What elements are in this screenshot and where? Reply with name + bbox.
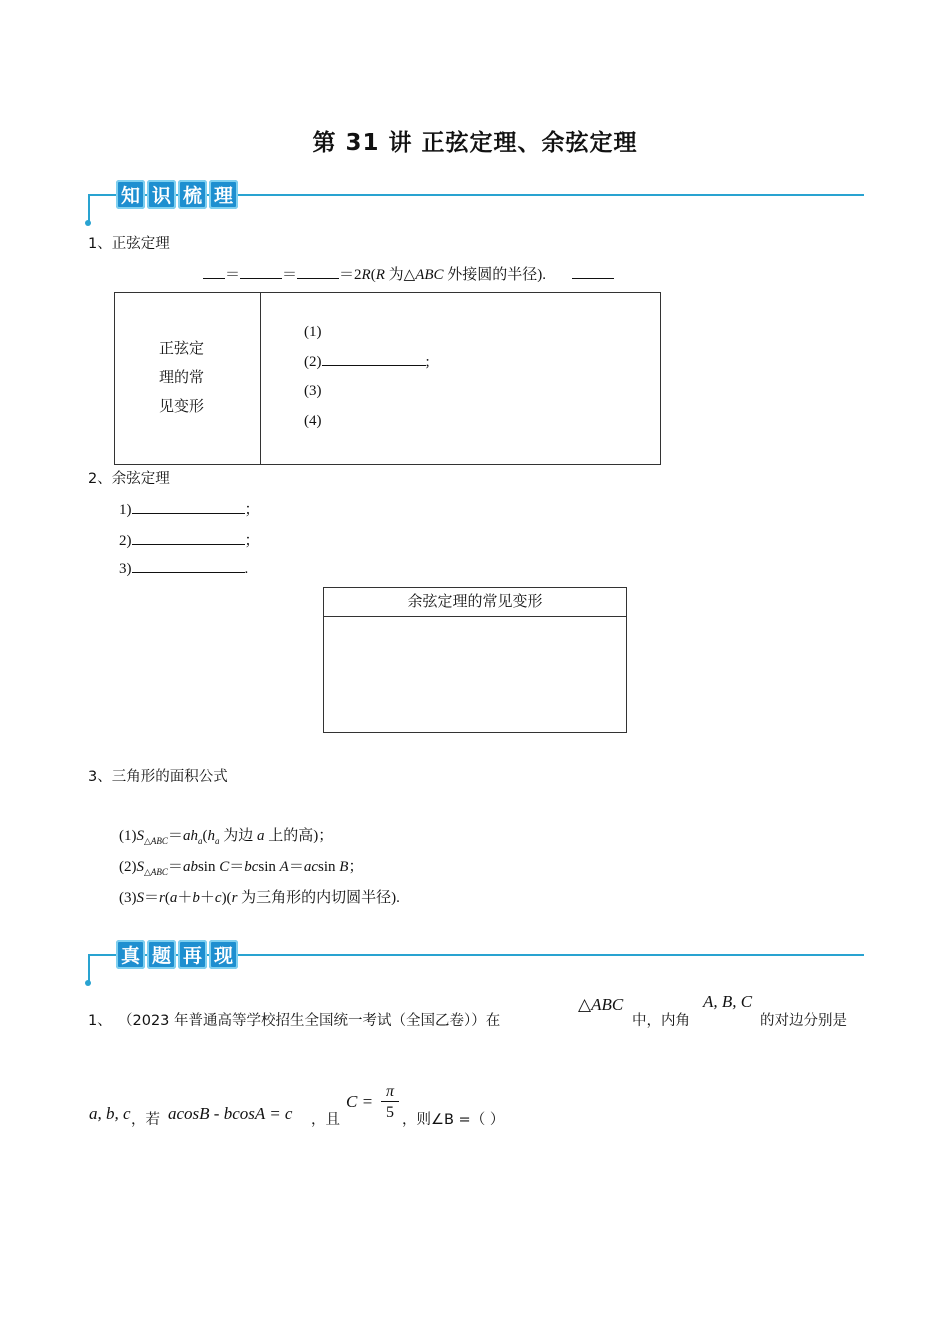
question-angles [703, 992, 752, 1012]
var-ABC: ABC [415, 267, 444, 283]
text: 上的高)； [264, 828, 334, 844]
banner-dot [85, 220, 91, 226]
banner-char: 题 [147, 940, 176, 969]
var-A: A [279, 859, 289, 875]
variant-item: (1) [304, 324, 322, 340]
blank [203, 264, 225, 279]
cosine-item [119, 529, 260, 550]
question-source: （2023 年普通高等学校招生全国统一考试（全国乙卷））在 [118, 1013, 501, 1029]
var-ac: ac [303, 859, 319, 875]
table-header-cell: 余弦定理的常见变形 [324, 588, 627, 617]
table-label-line: 正弦定 [159, 341, 205, 357]
blank [132, 558, 245, 573]
var-angles: A, B, C [703, 992, 753, 1011]
var-r: r [231, 890, 238, 906]
formula-note: 为△ [384, 267, 416, 283]
equals: ＝ [229, 859, 245, 875]
variant-item: (3) [304, 383, 322, 399]
cosine-variants-table [323, 587, 627, 733]
blank [297, 264, 339, 279]
equals-two: ＝2 [339, 267, 362, 283]
cosine-item [119, 498, 260, 519]
table-items-cell [261, 293, 661, 465]
banner-char: 理 [209, 180, 238, 209]
var-R: R [375, 267, 385, 283]
variant-item: (4) [304, 412, 322, 429]
question-C-lhs [346, 1092, 373, 1112]
area-formula-3 [119, 886, 400, 907]
equals: ＝ [282, 267, 298, 283]
equals: ＝ [225, 267, 241, 283]
var-C: C [219, 859, 230, 875]
variant-item [304, 348, 659, 378]
equals: ＝ [288, 859, 304, 875]
fn-sin: sin [318, 859, 340, 875]
cosine-item-label: 3) [119, 561, 132, 577]
sine-law-variants-table [114, 292, 661, 465]
question-sides [89, 1104, 131, 1124]
blank [240, 264, 282, 279]
subscript: a [197, 836, 203, 846]
table-empty-cell [324, 617, 627, 733]
question-tail: 的对边分别是 [760, 1013, 847, 1029]
variant-label: (2) [304, 353, 322, 370]
question-triangle [578, 995, 623, 1015]
blank [132, 499, 245, 514]
suffix: ； [244, 502, 260, 518]
section-banner-knowledge [88, 180, 864, 220]
question-mid: 中，内角 [632, 1013, 690, 1029]
var-triangle: △ABC [578, 995, 624, 1014]
question-number: 1、 [88, 1013, 112, 1029]
subscript: a [214, 836, 220, 846]
banner-char: 真 [116, 940, 145, 969]
equals: ＝ [167, 859, 183, 875]
cosine-law-heading: 2、余弦定理 [88, 471, 170, 487]
var-B: B [339, 859, 349, 875]
var-r: r [159, 890, 165, 906]
subscript: △ABC [144, 867, 168, 877]
paren: ( [202, 828, 208, 844]
equals: ＝ [144, 890, 160, 906]
fn-sin: sin [258, 859, 280, 875]
var-C: C = [346, 1092, 374, 1111]
cosine-item [119, 558, 248, 578]
var-ab: ab [182, 859, 198, 875]
section-banner-exam [88, 940, 864, 980]
var-condition: acosB - bcosA = c [168, 1104, 293, 1123]
plus: ＋ [177, 890, 193, 906]
question-cond-mid: ，且 [311, 1112, 340, 1128]
blank [572, 264, 614, 279]
banner-char: 再 [178, 940, 207, 969]
question-condition [168, 1104, 292, 1124]
var-a: a [169, 890, 178, 906]
sine-law-formula [203, 263, 614, 284]
formula-index: (3) [119, 890, 137, 906]
page-title: 第 31 讲 正弦定理、余弦定理 [312, 130, 638, 156]
var-sides: a, b, c [89, 1104, 131, 1123]
plus: ＋ [199, 890, 215, 906]
fraction [381, 1083, 399, 1124]
question-cond-pre: ，若 [131, 1112, 160, 1128]
suffix: ； [244, 533, 260, 549]
table-label-line: 见变形 [159, 399, 205, 415]
var-c: c [214, 890, 222, 906]
text: 为边 [219, 828, 257, 844]
cosine-item-label: 1) [119, 502, 132, 518]
paren: ( [370, 267, 376, 283]
var-bc: bc [244, 859, 259, 875]
question-ask: ，则∠B =（ ） [402, 1112, 505, 1128]
text: ； [348, 859, 364, 875]
area-formula-1 [119, 824, 333, 847]
pi-symbol: π [385, 1083, 394, 1100]
denominator: 5 [386, 1104, 394, 1121]
var-h: h [207, 828, 215, 844]
cosine-item-label: 2) [119, 533, 132, 549]
text: 为三角形的内切圆半径). [237, 890, 400, 906]
banner-char: 知 [116, 180, 145, 209]
banner-char: 梳 [178, 180, 207, 209]
var-a: a [256, 828, 265, 844]
var-S: S [136, 890, 144, 906]
formula-tail: 外接圆的半径). [443, 267, 547, 283]
suffix: ; [425, 353, 430, 370]
var-ah: ah [182, 828, 198, 844]
sine-law-heading: 1、正弦定理 [88, 236, 170, 252]
banner-char: 识 [147, 180, 176, 209]
var-S: S [136, 859, 144, 875]
fn-sin: sin [197, 859, 220, 875]
formula-index: (1) [119, 828, 137, 844]
suffix: . [244, 561, 249, 577]
var-S: S [136, 828, 144, 844]
banner-char: 现 [209, 940, 238, 969]
table-label-cell [115, 293, 261, 465]
subscript: △ABC [144, 836, 168, 846]
area-heading: 3、三角形的面积公式 [88, 769, 228, 785]
table-label-line: 理的常 [159, 370, 205, 386]
equals: ＝ [167, 828, 183, 844]
paren: )( [221, 890, 232, 906]
paren: ( [164, 890, 170, 906]
area-formula-2 [119, 855, 363, 878]
formula-index: (2) [119, 859, 137, 875]
var-b: b [192, 890, 200, 906]
blank [322, 351, 426, 366]
var-R: R [361, 267, 371, 283]
blank [132, 530, 245, 545]
banner-dot [85, 980, 91, 986]
